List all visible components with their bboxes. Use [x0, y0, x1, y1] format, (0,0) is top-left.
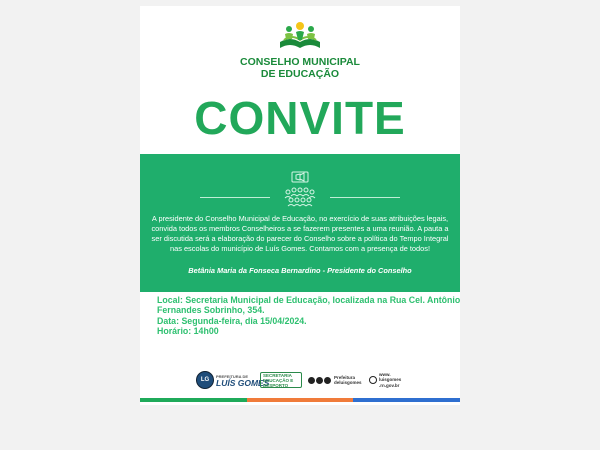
stripe-blue — [353, 398, 460, 402]
globe-icon — [369, 376, 377, 384]
signature-line: Betânia Maria da Fonseca Bernardino - Presidente do Conselho — [188, 266, 412, 275]
invitation-band — [140, 154, 460, 292]
stripe-orange — [247, 398, 354, 402]
book-people-logo-icon — [276, 20, 324, 54]
secretaria-line-3: DESPORTO — [263, 382, 289, 388]
org-line-2: DE EDUCAÇÃO — [260, 68, 340, 80]
prefeitura-small-label: PREFEITURA DE — [216, 374, 249, 379]
divider-left — [200, 197, 270, 198]
social-handles — [308, 370, 362, 390]
time-line: Horário: 14h00 — [157, 326, 219, 337]
invitation-body-text: A presidente do Conselho Municipal de Educação, no exercício de suas atribuições legais, convida todos os membros Conselheiros a se fazerem presentes a uma reunião. A pauta a ser discutida será a elaboração do parecer do Conselho sobre a política do Tempo Integral nas escolas do município de Luís Gomes. Contamos com a presença de todos! — [151, 214, 449, 253]
secretaria-line-1: SECRETARIA — [263, 372, 292, 378]
social-line-1: Prefeitura — [334, 374, 356, 380]
secretaria-line-2: EDUCAÇÃO E — [263, 377, 294, 383]
color-stripes — [140, 398, 460, 402]
meeting-megaphone-icon — [280, 168, 320, 208]
date-line: Data: Segunda-feira, dia 15/04/2024. — [157, 315, 307, 326]
location-line-1: Local: Secretaria Municipal de Educação, localizada na Rua Cel. Antônio — [157, 295, 460, 305]
footer — [140, 370, 460, 390]
website — [369, 370, 401, 390]
secretaria-logo — [260, 372, 302, 388]
location-line-2: Fernandes Sobrinho, 354. — [157, 305, 265, 316]
prefeitura-logo — [196, 370, 269, 390]
social-line-2: deluisgomes — [334, 380, 362, 385]
org-line-1: CONSELHO MUNICIPAL — [240, 56, 360, 68]
stripe-green — [140, 398, 247, 402]
instagram-icon — [308, 377, 315, 384]
organization-name — [140, 56, 460, 80]
web-line-1: www. — [379, 371, 391, 377]
municipal-seal-icon: LG — [196, 371, 214, 389]
meeting-details — [157, 295, 460, 337]
prefeitura-name: LUÍS GOMES — [216, 378, 270, 388]
facebook-icon — [316, 377, 323, 384]
invitation-card — [140, 6, 460, 405]
web-line-2: luisgomes — [379, 377, 402, 383]
divider-right — [330, 197, 400, 198]
web-line-3: .rn.gov.br — [379, 382, 400, 388]
youtube-icon — [324, 377, 331, 384]
page-title: CONVITE — [194, 92, 406, 144]
